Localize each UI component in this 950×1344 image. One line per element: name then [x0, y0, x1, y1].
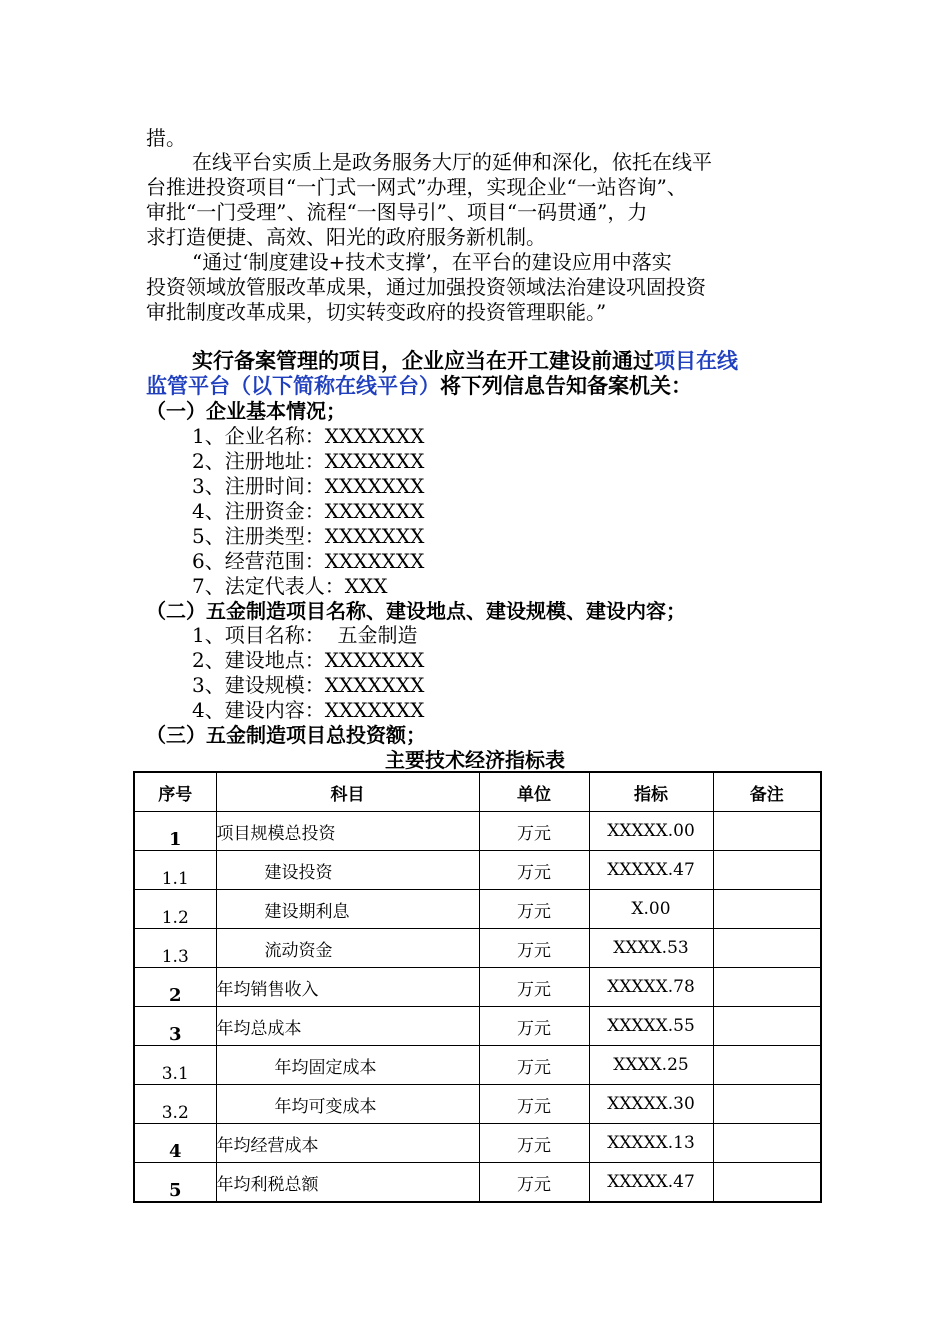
- header-cell: 序号: [134, 772, 216, 812]
- row-item: 年均总成本: [216, 1007, 479, 1046]
- row-number: 3.1: [134, 1046, 216, 1085]
- row-item: 年均销售收入: [216, 968, 479, 1007]
- list-item: 6、经营范围：XXXXXXX: [192, 549, 425, 573]
- row-item: 年均经营成本: [216, 1124, 479, 1163]
- intro-text: 实行备案管理的项目，企业应当在开工建设前通过: [192, 348, 654, 373]
- platform-link[interactable]: 项目在线: [654, 348, 738, 373]
- row-value: XXXXX.30: [589, 1085, 713, 1124]
- row-value: XXXX.53: [589, 929, 713, 968]
- row-number: 5: [134, 1163, 216, 1203]
- table-row: [134, 1163, 821, 1203]
- paragraph-line: “通过‘制度建设+技术支撑’，在平台的建设应用中落实: [192, 250, 672, 274]
- list-item: 2、注册地址：XXXXXXX: [192, 449, 425, 473]
- row-number: 2: [134, 968, 216, 1007]
- row-value: X.00: [589, 890, 713, 929]
- list-item: 3、注册时间：XXXXXXX: [192, 474, 425, 498]
- platform-link-continued[interactable]: 监管平台（以下简称在线平台）: [146, 373, 440, 398]
- list-item: 3、建设规模：XXXXXXX: [192, 673, 425, 697]
- row-item: 建设期利息: [216, 890, 479, 929]
- header-cell: 指标: [589, 772, 713, 812]
- table-header-row: [134, 772, 821, 812]
- list-item: 7、法定代表人：XXX: [192, 574, 388, 598]
- row-unit: 万元: [479, 968, 589, 1007]
- paragraph-line: 措。: [146, 126, 186, 150]
- list-item: 4、建设内容：XXXXXXX: [192, 698, 425, 722]
- table-row: [134, 851, 821, 890]
- row-unit: 万元: [479, 1046, 589, 1085]
- section-heading: （三）五金制造项目总投资额；: [146, 723, 426, 747]
- row-unit: 万元: [479, 1124, 589, 1163]
- list-item: 5、注册类型：XXXXXXX: [192, 524, 425, 548]
- row-value: XXXX.25: [589, 1046, 713, 1085]
- row-unit: 万元: [479, 812, 589, 851]
- header-cell: 科目: [216, 772, 479, 812]
- row-unit: 万元: [479, 1163, 589, 1203]
- row-item: 年均可变成本: [216, 1085, 479, 1124]
- section-heading: （二）五金制造项目名称、建设地点、建设规模、建设内容；: [146, 599, 686, 623]
- table-row: [134, 1046, 821, 1085]
- row-number: 3: [134, 1007, 216, 1046]
- section-heading: （一）企业基本情况；: [146, 399, 346, 423]
- table-row: [134, 890, 821, 929]
- row-item: 年均利税总额: [216, 1163, 479, 1203]
- row-item: 建设投资: [216, 851, 479, 890]
- row-number: 1.3: [134, 929, 216, 968]
- row-note: [713, 890, 821, 929]
- row-note: [713, 851, 821, 890]
- row-note: [713, 1124, 821, 1163]
- list-item: 1、项目名称： 五金制造: [192, 623, 418, 647]
- row-value: XXXXX.78: [589, 968, 713, 1007]
- row-number: 1: [134, 812, 216, 851]
- row-unit: 万元: [479, 929, 589, 968]
- intro-line-2: [146, 374, 692, 398]
- intro-text: 将下列信息告知备案机关：: [440, 373, 692, 398]
- row-value: XXXXX.00: [589, 812, 713, 851]
- row-item: 项目规模总投资: [216, 812, 479, 851]
- row-value: XXXXX.55: [589, 1007, 713, 1046]
- header-cell: 单位: [479, 772, 589, 812]
- row-item: 流动资金: [216, 929, 479, 968]
- intro-line-1: [192, 349, 738, 373]
- row-note: [713, 968, 821, 1007]
- row-note: [713, 1007, 821, 1046]
- table-row: [134, 812, 821, 851]
- row-value: XXXXX.47: [589, 1163, 713, 1203]
- paragraph-line: 审批制度改革成果，切实转变政府的投资管理职能。”: [146, 300, 607, 324]
- row-unit: 万元: [479, 851, 589, 890]
- paragraph-line: 求打造便捷、高效、阳光的政府服务新机制。: [146, 225, 546, 249]
- row-unit: 万元: [479, 1085, 589, 1124]
- row-value: XXXXX.47: [589, 851, 713, 890]
- table-row: [134, 1007, 821, 1046]
- list-item: 2、建设地点：XXXXXXX: [192, 648, 425, 672]
- table-row: [134, 1124, 821, 1163]
- row-unit: 万元: [479, 890, 589, 929]
- row-unit: 万元: [479, 1007, 589, 1046]
- row-number: 4: [134, 1124, 216, 1163]
- row-note: [713, 812, 821, 851]
- header-cell: 备注: [713, 772, 821, 812]
- paragraph-line: 在线平台实质上是政务服务大厅的延伸和深化，依托在线平: [192, 150, 712, 174]
- table-row: [134, 1085, 821, 1124]
- paragraph-line: 审批“一门受理”、流程“一图导引”、项目“一码贯通”，力: [146, 200, 648, 224]
- row-value: XXXXX.13: [589, 1124, 713, 1163]
- list-item: 1、企业名称：XXXXXXX: [192, 424, 425, 448]
- row-number: 1.1: [134, 851, 216, 890]
- row-item: 年均固定成本: [216, 1046, 479, 1085]
- table-row: [134, 968, 821, 1007]
- table-row: [134, 929, 821, 968]
- row-note: [713, 1046, 821, 1085]
- row-note: [713, 929, 821, 968]
- table-caption: 主要技术经济指标表: [385, 748, 565, 772]
- paragraph-line: 台推进投资项目“一门式一网式”办理，实现企业“一站咨询”、: [146, 175, 687, 199]
- row-note: [713, 1163, 821, 1203]
- paragraph-line: 投资领域放管服改革成果，通过加强投资领域法治建设巩固投资: [146, 275, 706, 299]
- indicator-table: [133, 771, 822, 1203]
- row-number: 3.2: [134, 1085, 216, 1124]
- list-item: 4、注册资金：XXXXXXX: [192, 499, 425, 523]
- row-note: [713, 1085, 821, 1124]
- row-number: 1.2: [134, 890, 216, 929]
